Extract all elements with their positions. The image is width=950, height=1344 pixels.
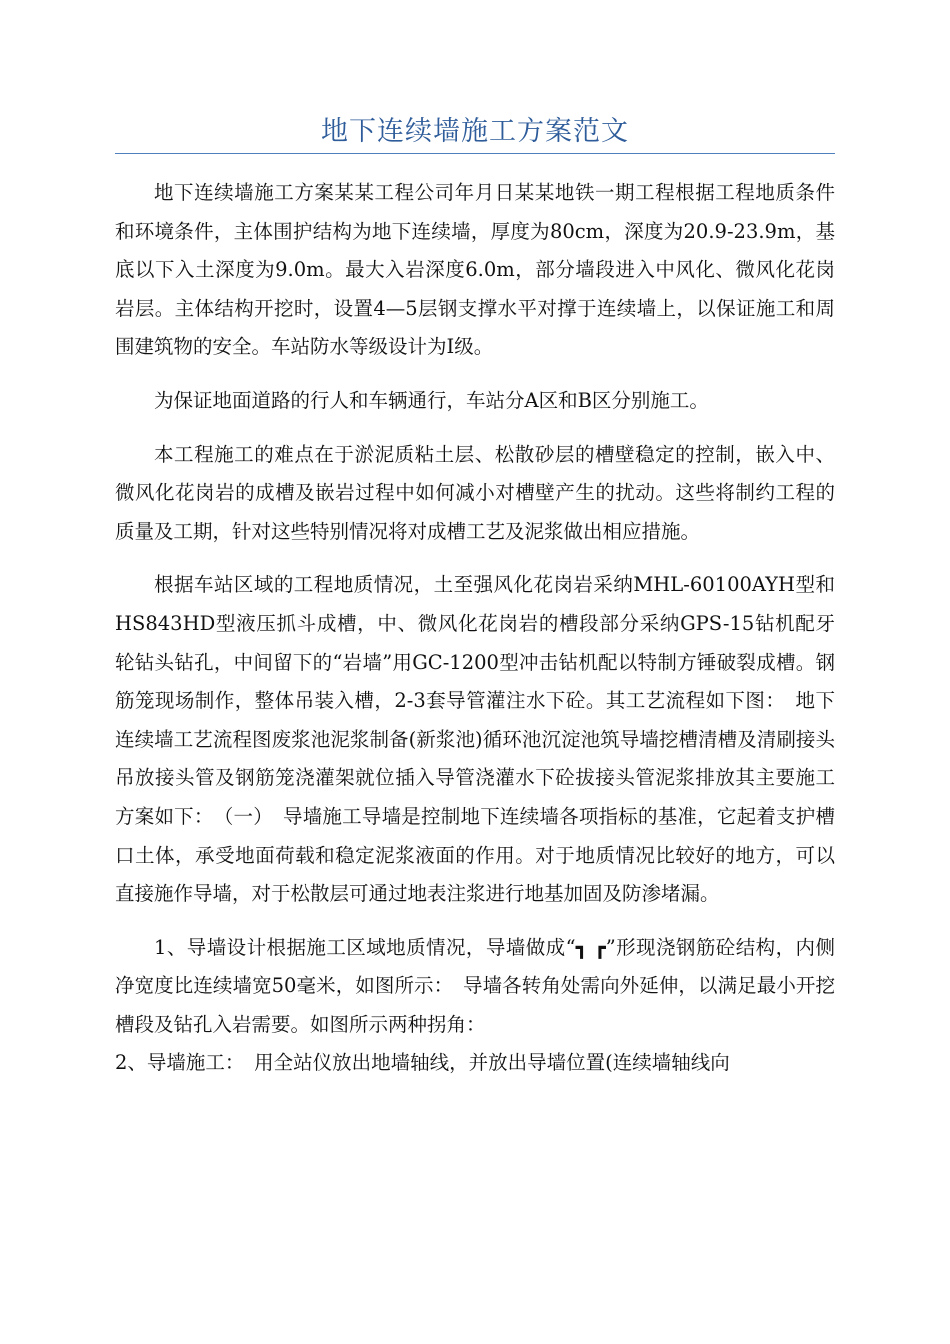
title-underline [115,153,835,154]
paragraph-project-overview: 地下连续墙施工方案某某工程公司年月日某某地铁一期工程根据工程地质条件和环境条件，主体围护结构为地下连续墙，厚度为80cm，深度为20.9-23.9m，基底以下入土深度为9.0m。最大入岩深度6.0m，部分墙段进入中风化、微风化花岗岩层。主体结构开挖时，设置4—5层钢支撑水平对撑于连续墙上，以保证施工和周围建筑物的安全。车站防水等级设计为Ⅰ级。 [115,181,835,359]
paragraph-guide-wall-construction: 2、导墙施工： 用全站仪放出地墙轴线，并放出导墙位置(连续墙轴线向 [115,1051,730,1075]
page-title: 地下连续墙施工方案范文 [321,116,629,147]
paragraph-trenching-methods: 根据车站区域的工程地质情况，土至强风化花岗岩采纳MHL-60100AYH型和HS843HD型液压抓斗成槽，中、微风化花岗岩的槽段部分采纳GPS-15钻机配牙轮钻头钻孔，中间留下的“岩墙”用GC-1200型冲击钻机配以特制方锤破裂成槽。钢筋笼现场制作，整体吊装入槽，2-3套导管灌注水下砼。其工艺流程如下图： 地下连续墙工艺流程图废浆池泥浆制备(新浆池)循环池沉淀池筑导墙挖槽清槽及清刷接头吊放接头管及钢筋笼浇灌架就位插入导管浇灌水下砼拔接头管泥浆排放其主要施工方案如下： （一） 导墙施工导墙是控制地下连续墙各项指标的基准，它起着支护槽口土体，承受地面荷载和稳定泥浆液面的作用。对于地质情况比较好的地方，可以直接施作导墙，对于松散层可通过地表注浆进行地基加固及防渗堵漏。 [115,573,835,906]
paragraph-construction-zones: 为保证地面道路的行人和车辆通行，车站分A区和B区分别施工。 [154,388,709,412]
paragraph-guide-wall-design: 1、导墙设计根据施工区域地质情况，导墙做成“┓ ┏”形现浇钢筋砼结构，内侧净宽度比连续墙宽50毫米，如图所示： 导墙各转角处需向外延伸，以满足最小开挖槽段及钻孔入岩需要。如图所示两种拐角： [115,935,835,1036]
document-body [115,174,835,1083]
paragraph-construction-difficulties: 本工程施工的难点在于淤泥质粘土层、松散砂层的槽壁稳定的控制，嵌入中、微风化花岗岩的成槽及嵌岩过程中如何减小对槽壁产生的扰动。这些将制约工程的质量及工期，针对这些特别情况将对成槽工艺及泥浆做出相应措施。 [115,442,835,543]
